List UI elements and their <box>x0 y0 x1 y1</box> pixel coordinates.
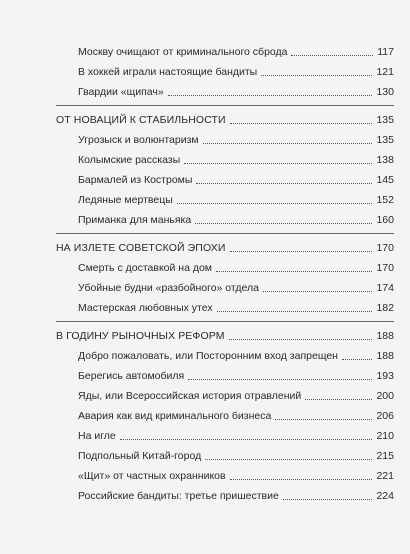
toc-section <box>0 238 410 258</box>
toc-entry <box>0 386 410 406</box>
toc-entry-title: Угрозыск и волюнтаризм <box>78 134 199 146</box>
dot-leader <box>120 439 372 440</box>
toc-section-title: В ГОДИНУ РЫНОЧНЫХ РЕФОРМ <box>56 330 225 342</box>
toc-section <box>0 326 410 346</box>
toc-entry <box>0 446 410 466</box>
section-divider <box>0 230 410 238</box>
toc-entry-title: Гвардии «щипач» <box>78 86 164 98</box>
toc-entry <box>0 42 410 62</box>
toc-entry-title: Авария как вид криминального бизнеса <box>78 410 272 422</box>
toc-entry <box>0 466 410 486</box>
dot-leader <box>177 203 372 204</box>
toc-entry-page-number: 215 <box>376 450 394 462</box>
dot-leader <box>263 291 372 292</box>
toc-section-page-number: 188 <box>376 330 394 342</box>
toc-entry-title: В хоккей играли настоящие бандиты <box>78 66 258 78</box>
toc-entry-title: Российские бандиты: третье пришествие <box>78 490 279 502</box>
toc-entry-title: На игле <box>78 430 116 442</box>
toc-entry-page-number: 145 <box>376 174 394 186</box>
dot-leader <box>275 419 372 420</box>
dot-leader <box>184 163 372 164</box>
toc-entry-title: Колымские рассказы <box>78 154 181 166</box>
toc-entry <box>0 298 410 318</box>
dot-leader <box>168 95 372 96</box>
dot-leader <box>230 479 372 480</box>
toc-entry-title: Убойные будни «разбойного» отдела <box>78 282 259 294</box>
toc-entry-title: Смерть с доставкой на дом <box>78 262 213 274</box>
dot-leader <box>230 123 372 124</box>
toc-entry-page-number: 210 <box>376 430 394 442</box>
toc-entry-page-number: 188 <box>376 350 394 362</box>
dot-leader <box>205 459 372 460</box>
dot-leader <box>230 251 372 252</box>
dot-leader <box>305 399 372 400</box>
toc-entry-title: «Щит» от частных охранников <box>78 470 226 482</box>
toc-entry <box>0 426 410 446</box>
dot-leader <box>216 271 372 272</box>
toc-entry-title: Яды, или Всероссийская история отравлений <box>78 390 302 402</box>
toc-entry <box>0 346 410 366</box>
toc-entry-page-number: 224 <box>376 490 394 502</box>
toc-section <box>0 110 410 130</box>
toc-entry-page-number: 121 <box>376 66 394 78</box>
table-of-contents <box>0 42 410 506</box>
toc-entry <box>0 170 410 190</box>
dot-leader <box>261 75 372 76</box>
toc-entry <box>0 258 410 278</box>
dot-leader <box>195 223 372 224</box>
toc-entry-page-number: 135 <box>376 134 394 146</box>
toc-section-page-number: 170 <box>376 242 394 254</box>
toc-entry-title: Москву очищают от криминального сброда <box>78 46 288 58</box>
toc-entry-title: Подпольный Китай-город <box>78 450 202 462</box>
toc-entry <box>0 278 410 298</box>
toc-section-title: ОТ НОВАЦИЙ К СТАБИЛЬНОСТИ <box>56 114 226 126</box>
toc-entry-title: Мастерская любовных утех <box>78 302 213 314</box>
toc-entry-page-number: 152 <box>376 194 394 206</box>
toc-entry-title: Ледяные мертвецы <box>78 194 173 206</box>
toc-entry <box>0 190 410 210</box>
toc-entry-title: Добро пожаловать, или Посторонним вход запрещен <box>78 350 338 362</box>
toc-entry-page-number: 170 <box>376 262 394 274</box>
toc-entry-page-number: 130 <box>376 86 394 98</box>
toc-entry <box>0 406 410 426</box>
toc-entry-page-number: 182 <box>376 302 394 314</box>
dot-leader <box>291 55 373 56</box>
toc-entry <box>0 210 410 230</box>
toc-entry-title: Приманка для маньяка <box>78 214 192 226</box>
toc-section-title: НА ИЗЛЕТЕ СОВЕТСКОЙ ЭПОХИ <box>56 242 226 254</box>
dot-leader <box>203 143 372 144</box>
dot-leader <box>342 359 372 360</box>
dot-leader <box>229 339 372 340</box>
toc-entry-page-number: 200 <box>376 390 394 402</box>
section-divider <box>0 318 410 326</box>
toc-entry-page-number: 117 <box>377 46 394 58</box>
toc-entry <box>0 82 410 102</box>
toc-entry <box>0 62 410 82</box>
toc-entry-title: Бармалей из Костромы <box>78 174 193 186</box>
dot-leader <box>217 311 372 312</box>
toc-entry <box>0 486 410 506</box>
toc-entry-page-number: 193 <box>376 370 394 382</box>
toc-entry <box>0 366 410 386</box>
toc-entry-page-number: 138 <box>376 154 394 166</box>
toc-entry <box>0 130 410 150</box>
toc-section-page-number: 135 <box>376 114 394 126</box>
section-divider <box>0 102 410 110</box>
toc-entry-page-number: 160 <box>376 214 394 226</box>
toc-entry <box>0 150 410 170</box>
toc-entry-title: Берегись автомобиля <box>78 370 185 382</box>
dot-leader <box>196 183 372 184</box>
dot-leader <box>188 379 372 380</box>
toc-entry-page-number: 221 <box>376 470 394 482</box>
dot-leader <box>283 499 372 500</box>
toc-entry-page-number: 174 <box>376 282 394 294</box>
toc-entry-page-number: 206 <box>376 410 394 422</box>
